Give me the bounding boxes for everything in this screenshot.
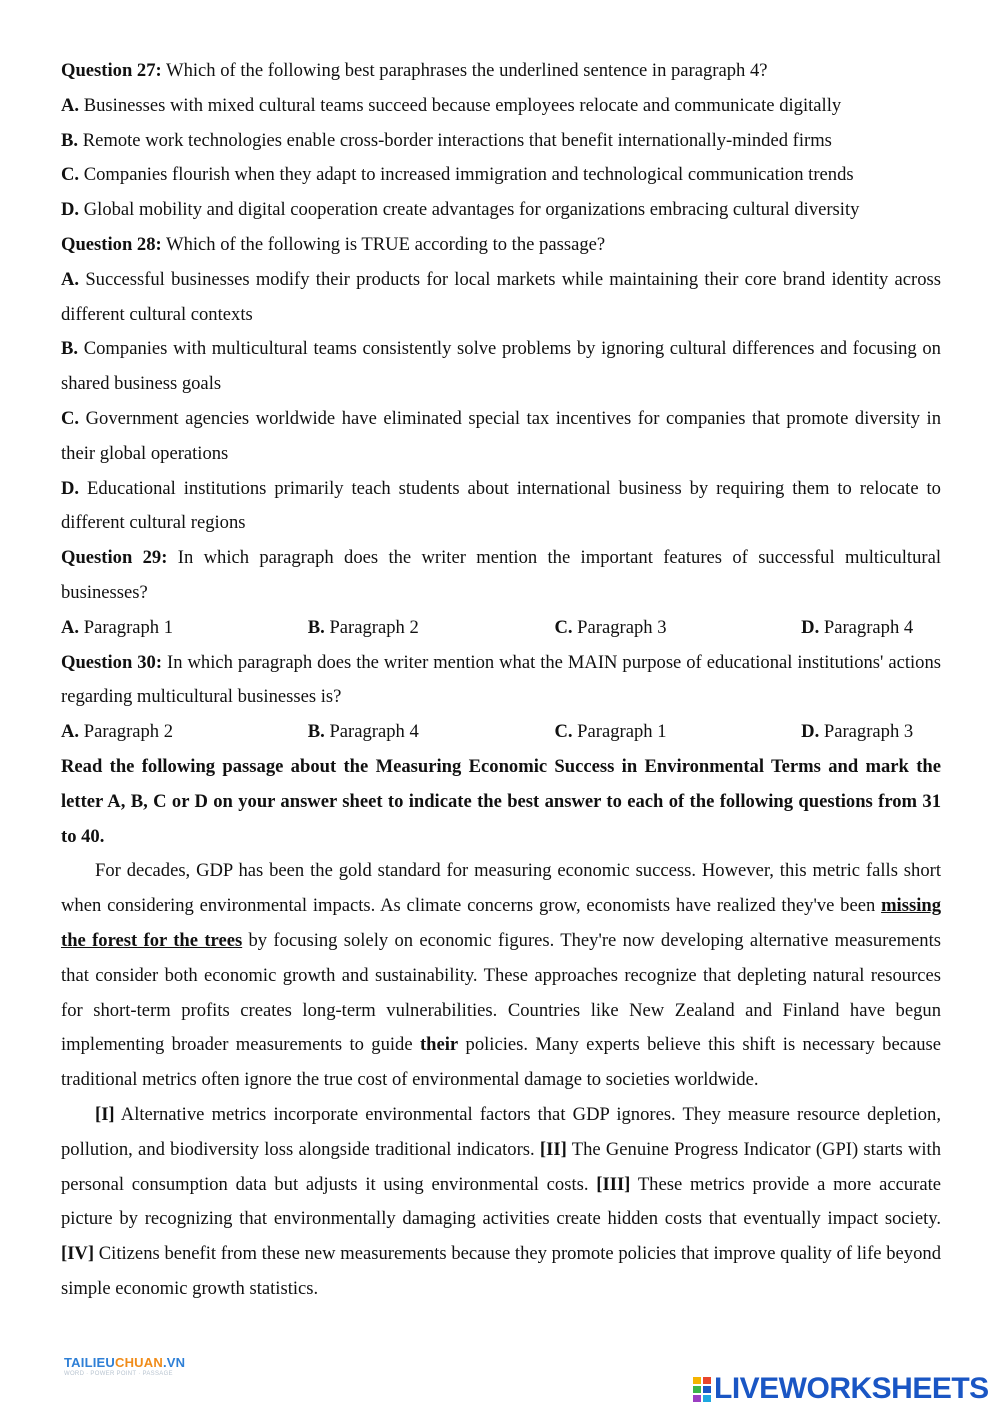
liveworksheets-logo — [692, 1372, 989, 1406]
option-text: Companies with multicultural teams consistently solve problems by ignoring cultural differences and focusing on shared business goals — [61, 338, 941, 395]
question-28 — [61, 228, 941, 263]
option-c — [554, 715, 801, 750]
question-number: Question 27: — [61, 60, 162, 81]
option-letter: D. — [801, 721, 820, 743]
option-a — [61, 263, 941, 333]
option-letter: B. — [307, 721, 325, 743]
option-text: Remote work technologies enable cross-border interactions that benefit internationally-minded firms — [82, 129, 832, 151]
option-text: Paragraph 1 — [577, 721, 667, 743]
option-letter: B. — [61, 338, 79, 360]
option-c — [554, 611, 801, 646]
option-b — [308, 611, 555, 646]
question-stem: In which paragraph does the writer mention the important features of successful multicultural businesses? — [61, 547, 941, 603]
option-text: Government agencies worldwide have eliminated special tax incentives for companies that promote diversity in their global operations — [61, 407, 941, 464]
option-letter: B. — [307, 616, 325, 638]
option-text: Educational institutions primarily teach students about international business by requiring them to relocate to different cultural regions — [61, 477, 941, 534]
option-text: Paragraph 3 — [823, 721, 914, 743]
option-b — [61, 332, 941, 402]
passage-instructions: Read the following passage about the Measuring Economic Success in Environmental Terms and mark the letter A, B, C or D on your answer sheet to indicate the best answer to each of the following questions from 31 to 40. — [61, 755, 941, 847]
option-text: Paragraph 2 — [329, 616, 419, 638]
text-run: The Genuine Progress Indicator (GPI) starts with personal consumption data but adjusts it using environmental costs. — [61, 1138, 941, 1195]
question-29-options — [61, 611, 941, 646]
option-letter: C. — [554, 721, 573, 743]
text-run: For decades, GDP has been the gold standard for measuring economic success. However, this metric falls short when considering environmental impacts. As climate concerns grow, economists have realized they've been — [61, 860, 941, 917]
option-d — [801, 715, 941, 750]
option-d — [61, 472, 941, 542]
insertion-marker-1: [I] — [95, 1103, 115, 1125]
option-c — [61, 158, 941, 193]
option-text: Paragraph 2 — [83, 721, 174, 743]
brand-part: .VN — [162, 1355, 186, 1370]
tailieuchuan-brand — [64, 1355, 185, 1370]
question-number: Question 30: — [61, 651, 163, 673]
option-a — [61, 715, 308, 750]
question-number: Question 28: — [61, 233, 162, 255]
question-number: Question 29: — [61, 547, 168, 569]
option-a — [61, 89, 941, 124]
option-text: Paragraph 1 — [83, 616, 174, 638]
option-d — [61, 193, 941, 228]
option-text: Successful businesses modify their products for local markets while maintaining their core brand identity across different cultural contexts — [61, 268, 942, 325]
passage-paragraph-1 — [61, 854, 941, 1098]
underlined-phrase: missing the forest for the trees — [61, 895, 941, 951]
text-run: Alternative metrics incorporate environmental factors that GDP ignores. They measure resource depletion, pollution, and biodiversity loss alongside traditional indicators. — [61, 1103, 941, 1160]
option-letter: A. — [61, 616, 80, 638]
option-text: Global mobility and digital cooperation create advantages for organizations embracing cultural diversity — [83, 199, 860, 221]
document-page — [61, 54, 941, 1307]
brand-part: CHUAN — [115, 1355, 163, 1370]
question-stem: In which paragraph does the writer mention what the MAIN purpose of educational institutions' actions regarding multicultural businesses is? — [61, 651, 941, 708]
liveworksheets-icon — [692, 1375, 712, 1403]
option-a — [61, 611, 308, 646]
option-letter: D. — [801, 616, 820, 638]
option-letter: D. — [61, 199, 80, 221]
text-run: policies. Many experts believe this shift is necessary because traditional metrics often ignore the true cost of environmental damage to societies worldwide. — [61, 1034, 941, 1091]
option-text: Paragraph 4 — [329, 721, 419, 743]
option-text: Companies flourish when they adapt to increased immigration and technological communication trends — [83, 164, 854, 186]
insertion-marker-2: [II] — [539, 1138, 567, 1160]
text-run: These metrics provide a more accurate picture by recognizing that environmentally damaging activities create hidden costs that eventually impact society. — [61, 1173, 941, 1230]
question-stem: Which of the following is TRUE according to the passage? — [166, 233, 606, 255]
question-29 — [61, 541, 941, 611]
option-text: Paragraph 4 — [823, 616, 914, 638]
liveworksheets-wordmark: LIVEWORKSHEETS — [714, 1372, 989, 1405]
option-letter: D. — [61, 477, 80, 499]
option-text: Paragraph 3 — [577, 616, 667, 638]
question-stem: Which of the following best paraphrases the underlined sentence in paragraph 4? — [166, 60, 768, 81]
option-letter: C. — [554, 616, 573, 638]
option-c — [61, 402, 941, 472]
text-run: Citizens benefit from these new measurements because they promote policies that improve quality of life beyond simple economic growth statistics. — [61, 1243, 941, 1299]
option-text: Businesses with mixed cultural teams succeed because employees relocate and communicate digitally — [83, 94, 842, 116]
option-letter: A. — [61, 721, 80, 743]
option-letter: C. — [61, 164, 80, 186]
option-b — [308, 715, 555, 750]
passage-paragraph-2 — [61, 1098, 941, 1307]
tailieuchuan-logo — [64, 1355, 185, 1377]
option-letter: C. — [61, 407, 80, 429]
insertion-marker-3: [III] — [596, 1173, 631, 1195]
option-letter: A. — [61, 94, 80, 116]
question-27 — [61, 54, 941, 89]
question-30-options — [61, 715, 941, 750]
question-30 — [61, 646, 941, 716]
option-letter: A. — [61, 268, 80, 290]
bold-reference-word: their — [419, 1034, 459, 1056]
text-run: by focusing solely on economic figures. They're now developing alternative measurements that consider both economic growth and sustainability. These approaches recognize that depleting natural resources for short-term profits creates long-term vulnerabilities. Countries like New Zealand and Finland have begun implementing broader measurements to guide — [61, 929, 941, 1056]
tailieuchuan-tagline: WORD · POWER POINT · PASSAGE — [64, 1371, 173, 1377]
option-letter: B. — [61, 129, 79, 151]
option-b — [61, 124, 941, 159]
insertion-marker-4: [IV] — [61, 1243, 95, 1265]
brand-part: TAILIEU — [64, 1355, 115, 1370]
option-d — [801, 611, 941, 646]
